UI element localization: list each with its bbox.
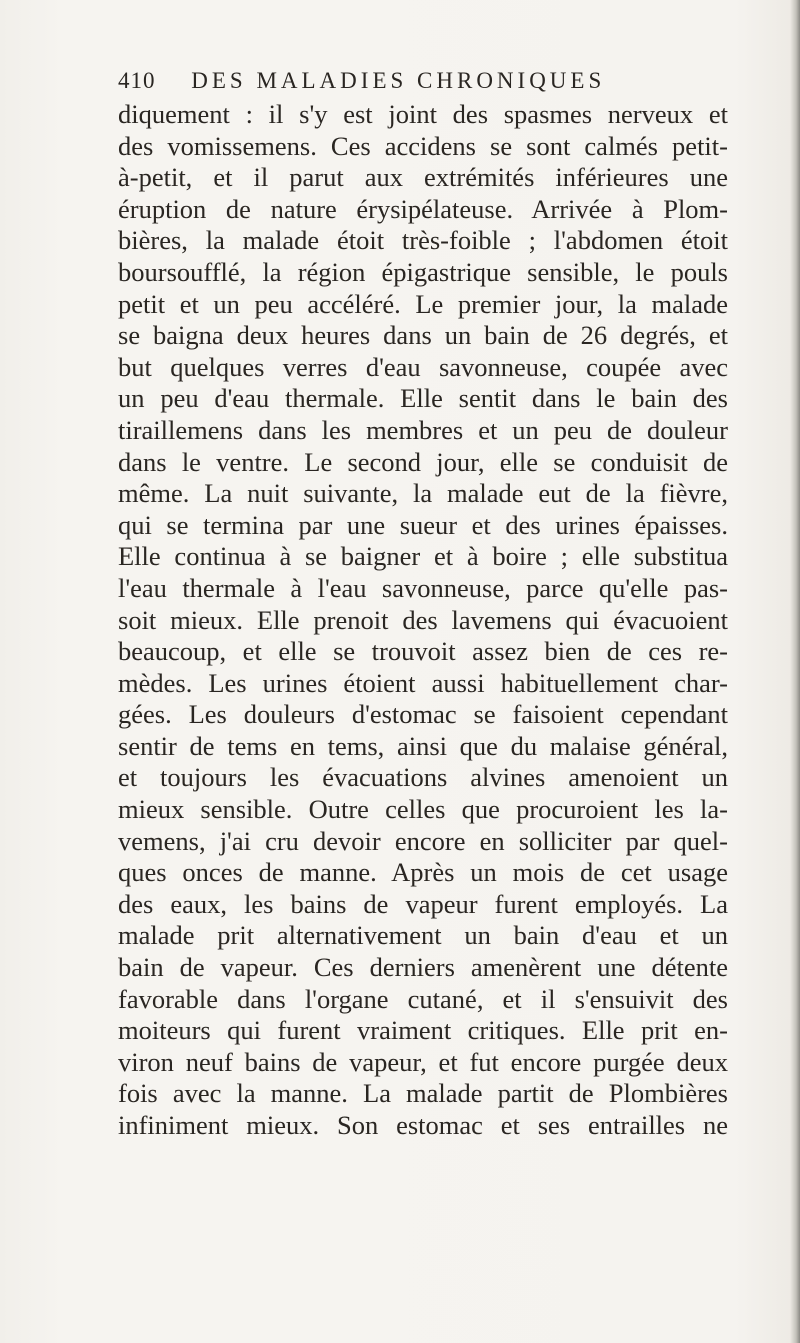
- text-line: qui se termina par une sueur et des urines épaisses.: [118, 509, 728, 540]
- text-line: fois avec la manne. La malade partit de Plombières: [118, 1078, 728, 1109]
- running-title: DES MALADIES CHRONIQUES: [191, 68, 606, 93]
- text-line: viron neuf bains de vapeur, et fut encore purgée deux: [118, 1046, 728, 1077]
- text-line: Elle continua à se baigner et à boire ; elle substitua: [118, 541, 728, 572]
- text-line: but quelques verres d'eau savonneuse, coupée avec: [118, 351, 728, 382]
- text-line: petit et un peu accéléré. Le premier jour, la malade: [118, 288, 728, 319]
- body-text: [118, 99, 728, 1142]
- text-line: dans le ventre. Le second jour, elle se conduisit de: [118, 446, 728, 477]
- text-line: bières, la malade étoit très-foible ; l'abdomen étoit: [118, 225, 728, 256]
- text-line: favorable dans l'organe cutané, et il s'ensuivit des: [118, 983, 728, 1014]
- text-line: tiraillemens dans les membres et un peu de douleur: [118, 414, 728, 445]
- text-line: se baigna deux heures dans un bain de 26 degrés, et: [118, 320, 728, 351]
- text-line: soit mieux. Elle prenoit des lavemens qui évacuoient: [118, 604, 728, 635]
- text-line: éruption de nature érysipélateuse. Arrivée à Plom-: [118, 193, 728, 224]
- running-header: [118, 68, 678, 100]
- text-line: même. La nuit suivante, la malade eut de la fièvre,: [118, 478, 728, 509]
- text-line: beaucoup, et elle se trouvoit assez bien de ces re-: [118, 636, 728, 667]
- text-line: l'eau thermale à l'eau savonneuse, parce qu'elle pas-: [118, 572, 728, 603]
- text-line: à-petit, et il parut aux extrémités inférieures une: [118, 162, 728, 193]
- text-line: ques onces de manne. Après un mois de cet usage: [118, 857, 728, 888]
- text-line: un peu d'eau thermale. Elle sentit dans le bain des: [118, 383, 728, 414]
- text-line: mèdes. Les urines étoient aussi habituellement char-: [118, 667, 728, 698]
- text-line: gées. Les douleurs d'estomac se faisoient cependant: [118, 699, 728, 730]
- text-line: malade prit alternativement un bain d'eau et un: [118, 920, 728, 951]
- text-line: des vomissemens. Ces accidens se sont calmés petit-: [118, 130, 728, 161]
- text-line: bain de vapeur. Ces derniers amenèrent une détente: [118, 952, 728, 983]
- text-line: diquement : il s'y est joint des spasmes nerveux et: [118, 99, 728, 129]
- text-line: et toujours les évacuations alvines amenoient un: [118, 762, 728, 793]
- page-edge-shadow: [790, 0, 800, 1343]
- text-line: mieux sensible. Outre celles que procuroient les la-: [118, 794, 728, 825]
- text-line: infiniment mieux. Son estomac et ses entrailles ne: [118, 1110, 728, 1140]
- page-number: 410: [118, 68, 156, 93]
- text-line: boursoufflé, la région épigastrique sensible, le pouls: [118, 256, 728, 287]
- text-line: moiteurs qui furent vraiment critiques. Elle prit en-: [118, 1015, 728, 1046]
- text-line: vemens, j'ai cru devoir encore en solliciter par quel-: [118, 825, 728, 856]
- text-line: des eaux, les bains de vapeur furent employés. La: [118, 888, 728, 919]
- text-line: sentir de tems en tems, ainsi que du malaise général,: [118, 730, 728, 761]
